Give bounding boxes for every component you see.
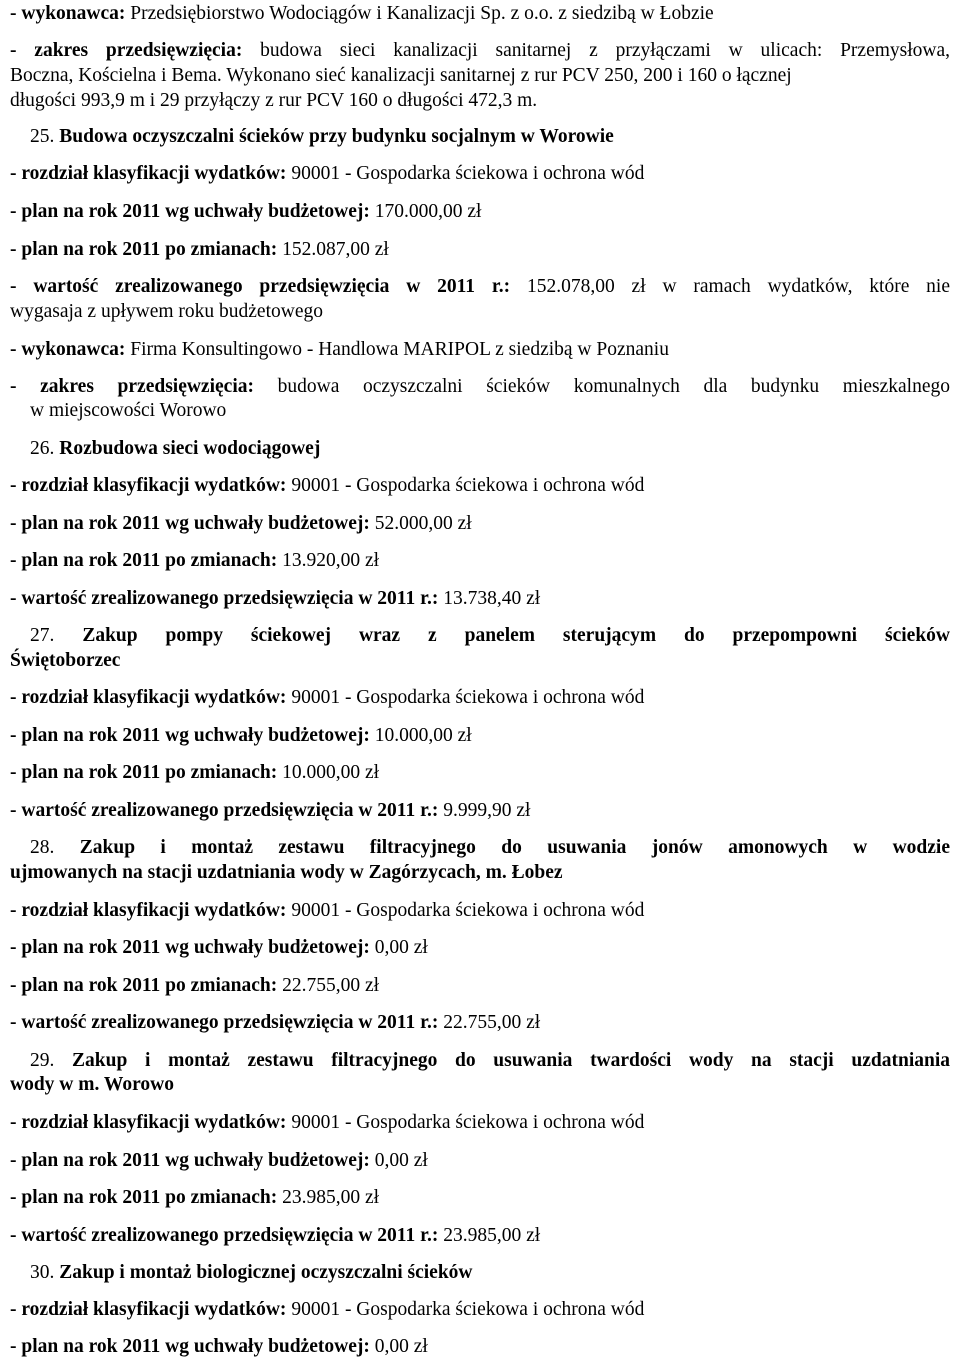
item-28-realized: - wartość zrealizowanego przedsięwzięcia w 2011 r.: 22.755,00 zł bbox=[10, 1012, 541, 1033]
item-25-contractor: - wykonawca: Firma Konsultingowo - Handlowa MARIPOL z siedzibą w Poznaniu bbox=[10, 339, 669, 360]
item-27-classification: - rozdział klasyfikacji wydatków: 90001 - Gospodarka ściekowa i ochrona wód bbox=[10, 687, 645, 708]
item-26-plan-budget: - plan na rok 2011 wg uchwały budżetowej: 52.000,00 zł bbox=[10, 513, 472, 534]
item-29-classification: - rozdział klasyfikacji wydatków: 90001 - Gospodarka ściekowa i ochrona wód bbox=[10, 1112, 645, 1133]
item-29-realized: - wartość zrealizowanego przedsięwzięcia w 2011 r.: 23.985,00 zł bbox=[10, 1225, 541, 1246]
intro-scope-line-3: długości 993,9 m i 29 przyłączy z rur PCV 160 o długości 472,3 m. bbox=[10, 90, 538, 111]
intro-scope-line-1: - zakres przedsięwzięcia: budowa sieci kanalizacji sanitarnej z przyłączami w ulicach: Przemysłowa, bbox=[10, 40, 951, 61]
item-25-heading: 25. Budowa oczyszczalni ścieków przy budynku socjalnym w Worowie bbox=[30, 126, 614, 147]
item-25-scope-line-1: - zakres przedsięwzięcia: budowa oczyszczalni ścieków komunalnych dla budynku mieszkalnego bbox=[10, 376, 951, 397]
item-25-realized-line-1: - wartość zrealizowanego przedsięwzięcia w 2011 r.: 152.078,00 zł w ramach wydatków, które nie bbox=[10, 276, 951, 297]
item-25-scope-line-2: w miejscowości Worowo bbox=[30, 400, 227, 421]
item-27-heading-line-2: Świętoborzec bbox=[10, 650, 121, 671]
item-29-heading-line-1: 29. Zakup i montaż zestawu filtracyjnego do usuwania twardości wody na stacji uzdatniania bbox=[30, 1050, 950, 1071]
item-25-classification: - rozdział klasyfikacji wydatków: 90001 - Gospodarka ściekowa i ochrona wód bbox=[10, 163, 645, 184]
item-28-plan-budget: - plan na rok 2011 wg uchwały budżetowej: 0,00 zł bbox=[10, 937, 428, 958]
item-27-heading-line-1: 27. Zakup pompy ściekowej wraz z panelem sterującym do przepompowni ścieków bbox=[30, 625, 951, 646]
item-30-plan-budget: - plan na rok 2011 wg uchwały budżetowej: 0,00 zł bbox=[10, 1336, 428, 1357]
item-28-classification: - rozdział klasyfikacji wydatków: 90001 - Gospodarka ściekowa i ochrona wód bbox=[10, 900, 645, 921]
item-26-plan-changed: - plan na rok 2011 po zmianach: 13.920,00 zł bbox=[10, 550, 380, 571]
item-25-plan-changed: - plan na rok 2011 po zmianach: 152.087,00 zł bbox=[10, 239, 389, 260]
item-30-heading: 30. Zakup i montaż biologicznej oczyszczalni ścieków bbox=[30, 1262, 473, 1283]
item-25-realized-line-2: wygasaja z upływem roku budżetowego bbox=[10, 301, 323, 322]
item-26-classification: - rozdział klasyfikacji wydatków: 90001 - Gospodarka ściekowa i ochrona wód bbox=[10, 475, 645, 496]
intro-contractor-line: - wykonawca: Przedsiębiorstwo Wodociągów i Kanalizacji Sp. z o.o. z siedzibą w Łobzie bbox=[10, 3, 714, 24]
item-29-plan-changed: - plan na rok 2011 po zmianach: 23.985,00 zł bbox=[10, 1187, 380, 1208]
item-26-realized: - wartość zrealizowanego przedsięwzięcia w 2011 r.: 13.738,40 zł bbox=[10, 588, 541, 609]
item-28-heading-line-2: ujmowanych na stacji uzdatniania wody w Zagórzycach, m. Łobez bbox=[10, 862, 563, 883]
item-29-heading-line-2: wody w m. Worowo bbox=[10, 1074, 174, 1095]
item-28-heading-line-1: 28. Zakup i montaż zestawu filtracyjnego do usuwania jonów amonowych w wodzie bbox=[30, 837, 950, 858]
item-26-heading: 26. Rozbudowa sieci wodociągowej bbox=[30, 438, 321, 459]
item-27-plan-budget: - plan na rok 2011 wg uchwały budżetowej: 10.000,00 zł bbox=[10, 725, 472, 746]
item-25-plan-budget: - plan na rok 2011 wg uchwały budżetowej: 170.000,00 zł bbox=[10, 201, 482, 222]
item-30-classification: - rozdział klasyfikacji wydatków: 90001 - Gospodarka ściekowa i ochrona wód bbox=[10, 1299, 645, 1320]
item-27-realized: - wartość zrealizowanego przedsięwzięcia w 2011 r.: 9.999,90 zł bbox=[10, 800, 531, 821]
item-28-plan-changed: - plan na rok 2011 po zmianach: 22.755,00 zł bbox=[10, 975, 380, 996]
intro-scope-line-2: Boczna, Kościelna i Bema. Wykonano sieć kanalizacji sanitarnej z rur PCV 250, 200 i 160 o łącznej bbox=[10, 65, 792, 86]
item-29-plan-budget: - plan na rok 2011 wg uchwały budżetowej: 0,00 zł bbox=[10, 1150, 428, 1171]
item-27-plan-changed: - plan na rok 2011 po zmianach: 10.000,00 zł bbox=[10, 762, 380, 783]
